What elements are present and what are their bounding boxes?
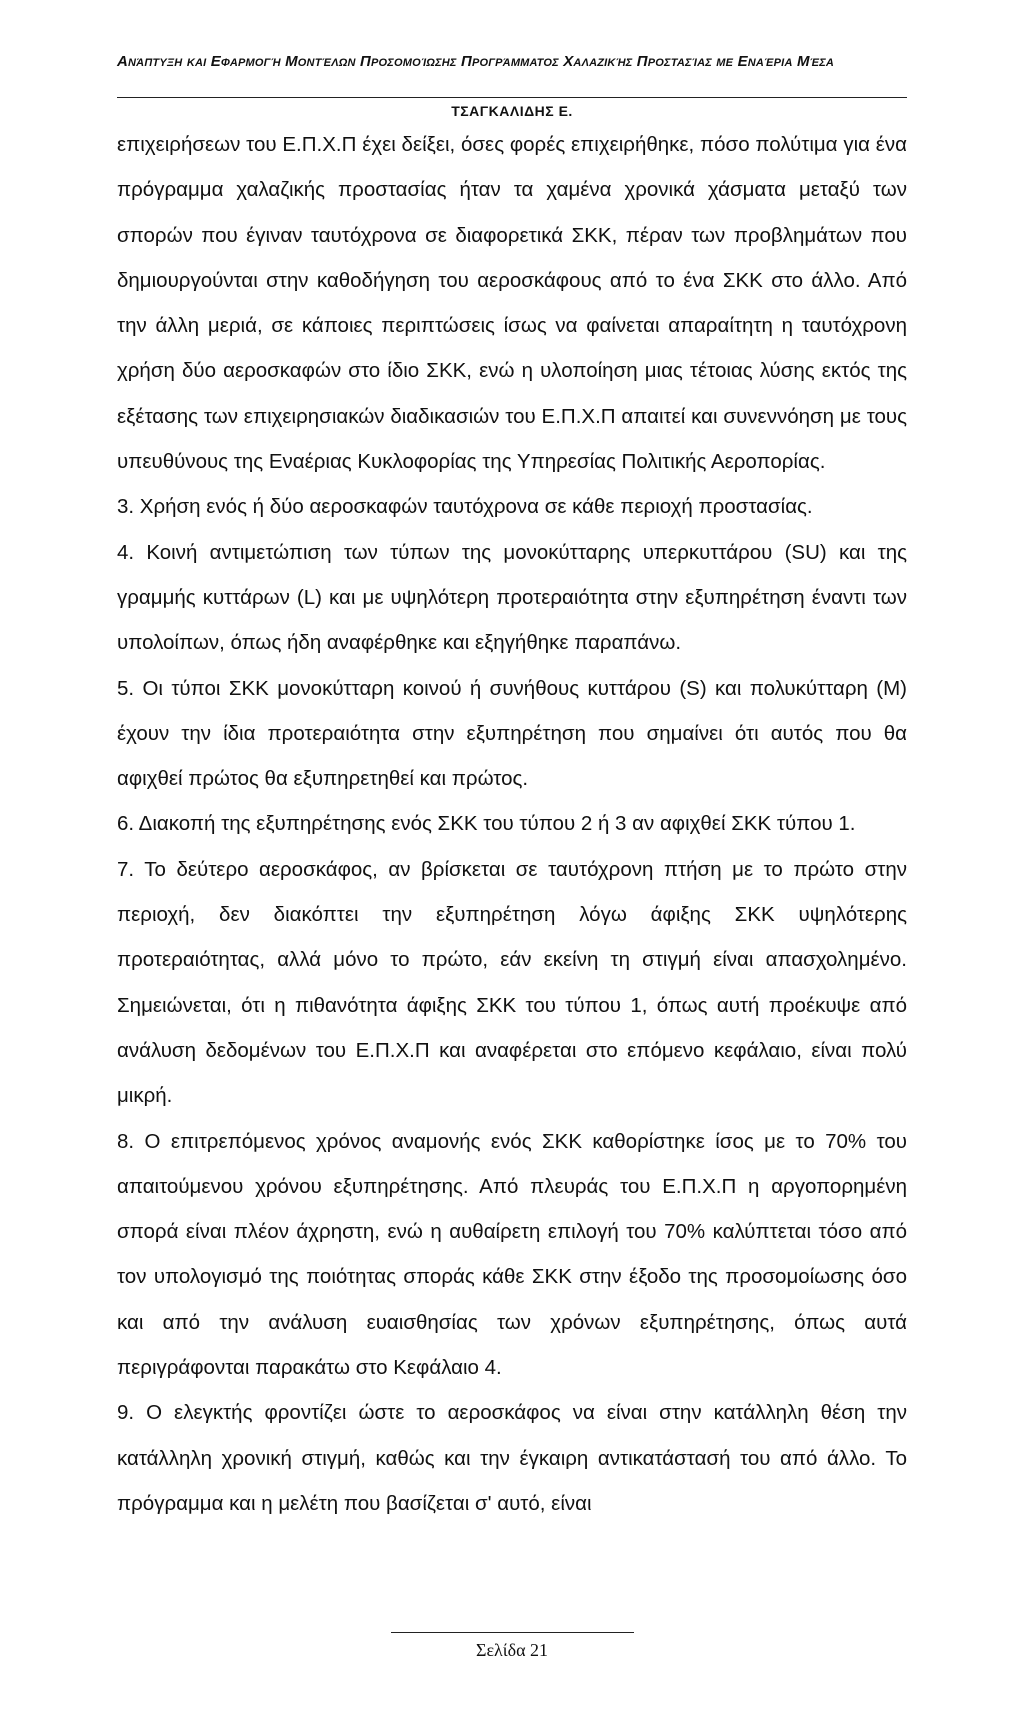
list-item-9: 9. Ο ελεγκτής φροντίζει ώστε το αεροσκάφος να είναι στην κατάλληλη θέση την κατάλληλη χρονική στιγμή, καθώς και την έγκαιρη αντικατάστασή του από άλλο. Το πρόγραμμα και η μελέτη που βασίζεται σ' αυτό, είναι [117,1401,907,1515]
header-title: Ανάπτυξη και Εφαρμογή Μοντέλων Προσομοίωσης Προγράμματος Χαλαζικής Προστασίας με Εναέρια Μέσα [117,53,835,70]
list-item-3: 3. Χρήση ενός ή δύο αεροσκαφών ταυτόχρονα σε κάθε περιοχή προστασίας. [117,495,813,519]
page-number: Σελίδα 21 [475,1640,549,1660]
list-item-4: 4. Κοινή αντιμετώπιση των τύπων της μονοκύτταρης υπερκυττάρου (SU) και της γραμμής κυττάρων (L) και με υψηλότερη προτεραιότητα στην εξυπηρέτηση έναντι των υπολοίπων, όπως ήδη αναφέρθηκε και εξηγήθηκε παραπάνω. [117,540,907,655]
footer-divider [391,1632,634,1633]
running-header [117,52,907,72]
list-item-7: 7. Το δεύτερο αεροσκάφος, αν βρίσκεται σε ταυτόχρονη πτήση με το πρώτο στην περιοχή, δεν διακόπτει την εξυπηρέτηση λόγω άφιξης ΣΚΚ υψηλότερης προτεραιότητας, αλλά μόνο το πρώτο, εάν εκείνη τη στιγμή είναι απασχολημένο. Σημειώνεται, ότι η πιθανότητα άφιξης ΣΚΚ του τύπου 1, όπως αυτή προέκυψε από ανάλυση δεδομένων του Ε.Π.Χ.Π και αναφέρεται στο επόμενο κεφάλαιο, είναι πολύ μικρή. [117,857,907,1108]
body-text [117,122,907,1526]
list-item-8: 8. Ο επιτρεπόμενος χρόνος αναμονής ενός ΣΚΚ καθορίστηκε ίσος με το 70% του απαιτούμενου χρόνου εξυπηρέτησης. Από πλευράς του Ε.Π.Χ.Π η αργοπορημένη σπορά είναι πλέον άχρηστη, ενώ η αυθαίρετη επιλογή του 70% καλύπτεται τόσο από τον υπολογισμό της ποιότητας σποράς κάθε ΣΚΚ στην έξοδο της προσομοίωσης όσο και από την ανάλυση ευαισθησίας των χρόνων εξυπηρέτησης, όπως αυτά περιγράφονται παρακάτω στο Κεφάλαιο 4. [117,1129,907,1380]
header-author: ΤΣΑΓΚΑΛΙΔΗΣ Ε. [451,103,573,119]
header-divider [117,97,907,98]
paragraph-continuation: επιχειρήσεων του Ε.Π.Χ.Π έχει δείξει, όσες φορές επιχειρήθηκε, πόσο πολύτιμα για ένα πρόγραμμα χαλαζικής προστασίας ήταν τα χαμένα χρονικά χάσματα μεταξύ των σπορών που έγιναν ταυτόχρονα σε διαφορετικά ΣΚΚ, πέραν των προβλημάτων που δημιουργούνται στην καθοδήγηση του αεροσκάφους από το ένα ΣΚΚ στο άλλο. Από την άλλη μεριά, σε κάποιες περιπτώσεις ίσως να φαίνεται απαραίτητη η ταυτόχρονη χρήση δύο αεροσκαφών στο ίδιο ΣΚΚ, ενώ η υλοποίηση μιας τέτοιας λύσης εκτός της εξέτασης των επιχειρησιακών διαδικασιών του Ε.Π.Χ.Π απαιτεί και συνεννόηση με τους υπευθύνους της Εναέριας Κυκλοφορίας της Υπηρεσίας Πολιτικής Αεροπορίας. [117,133,907,474]
list-item-5: 5. Οι τύποι ΣΚΚ μονοκύτταρη κοινού ή συνήθους κυττάρου (S) και πολυκύτταρη (M) έχουν την ίδια προτεραιότητα στην εξυπηρέτηση που σημαίνει ότι αυτός που θα αφιχθεί πρώτος θα εξυπηρετηθεί και πρώτος. [117,676,907,791]
page-footer [0,1640,1024,1661]
list-item-6: 6. Διακοπή της εξυπηρέτησης ενός ΣΚΚ του τύπου 2 ή 3 αν αφιχθεί ΣΚΚ τύπου 1. [117,812,856,836]
